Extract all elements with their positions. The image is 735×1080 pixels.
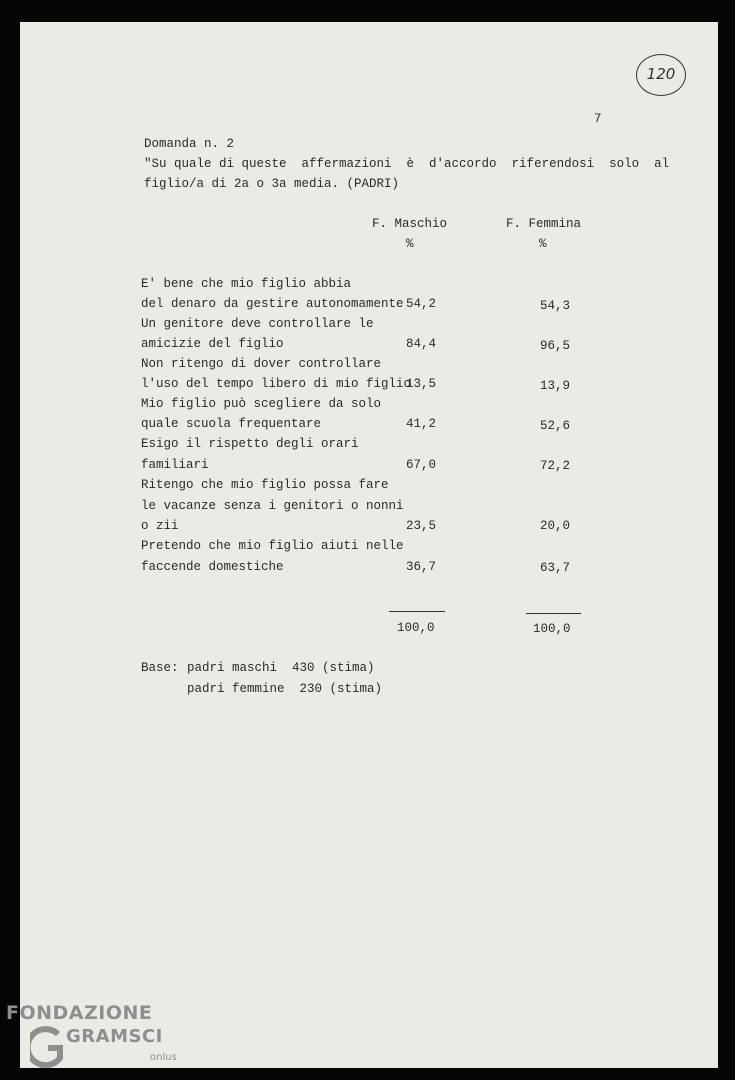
row-1-male-value: 54,2 — [406, 297, 437, 311]
row-2-male-value: 84,4 — [406, 337, 437, 351]
column-unit-female: % — [539, 237, 547, 251]
base-line-1: padri maschi 430 (stima) — [187, 661, 375, 675]
column-header-male: F. Maschio — [372, 217, 448, 231]
row-2-female-value: 96,5 — [540, 339, 571, 353]
row-1-line-2: del denaro da gestire autonomamente — [141, 297, 404, 311]
row-7-female-value: 63,7 — [540, 561, 571, 575]
row-6-line-2: le vacanze senza i genitori o nonni — [141, 499, 404, 513]
row-1-female-value: 54,3 — [540, 299, 571, 313]
row-7-line-1: Pretendo che mio figlio aiuti nelle — [141, 539, 404, 553]
archive-number: 120 — [646, 65, 676, 83]
base-label: Base: — [141, 661, 179, 675]
question-title: Domanda n. 2 — [144, 137, 235, 151]
row-7-line-2: faccende domestiche — [141, 560, 284, 574]
question-text-line-1: "Su quale di queste affermazioni è d'accordo riferendosi solo al — [144, 157, 670, 171]
logo-g-icon — [30, 1022, 64, 1072]
row-3-line-1: Non ritengo di dover controllare — [141, 357, 382, 371]
row-4-line-2: quale scuola frequentare — [141, 417, 322, 431]
row-3-line-2: l'uso del tempo libero di mio figlio — [141, 377, 412, 391]
total-male: 100,0 — [397, 621, 435, 635]
watermark-logo — [6, 1000, 196, 1075]
page-number: 7 — [594, 112, 602, 126]
archive-number-circle — [636, 54, 686, 96]
total-rule-male — [389, 611, 445, 612]
row-2-line-1: Un genitore deve controllare le — [141, 317, 374, 331]
row-4-line-1: Mio figlio può scegliere da solo — [141, 397, 382, 411]
row-5-female-value: 72,2 — [540, 459, 571, 473]
row-3-female-value: 13,9 — [540, 379, 571, 393]
total-rule-female — [526, 613, 581, 614]
row-2-line-2: amicizie del figlio — [141, 337, 284, 351]
row-6-female-value: 20,0 — [540, 519, 571, 533]
question-text-line-2: figlio/a di 2a o 3a media. (PADRI) — [144, 177, 400, 191]
row-1-line-1: E' bene che mio figlio abbia — [141, 277, 352, 291]
row-5-male-value: 67,0 — [406, 458, 437, 472]
column-unit-male: % — [406, 237, 414, 251]
logo-line-3: onlus — [150, 1052, 177, 1063]
column-header-female: F. Femmina — [506, 217, 582, 231]
row-7-male-value: 36,7 — [406, 560, 437, 574]
row-4-male-value: 41,2 — [406, 417, 437, 431]
row-6-line-1: Ritengo che mio figlio possa fare — [141, 478, 389, 492]
document-page — [20, 22, 718, 1068]
row-6-male-value: 23,5 — [406, 519, 437, 533]
row-5-line-2: familiari — [141, 458, 209, 472]
row-4-female-value: 52,6 — [540, 419, 571, 433]
total-female: 100,0 — [533, 622, 571, 636]
row-6-line-3: o zii — [141, 519, 179, 533]
row-5-line-1: Esigo il rispetto degli orari — [141, 437, 359, 451]
logo-line-1: FONDAZIONE — [6, 1002, 153, 1024]
row-3-male-value: 13,5 — [406, 377, 437, 391]
logo-line-2: GRAMSCI — [66, 1026, 163, 1047]
base-line-2: padri femmine 230 (stima) — [187, 682, 383, 696]
